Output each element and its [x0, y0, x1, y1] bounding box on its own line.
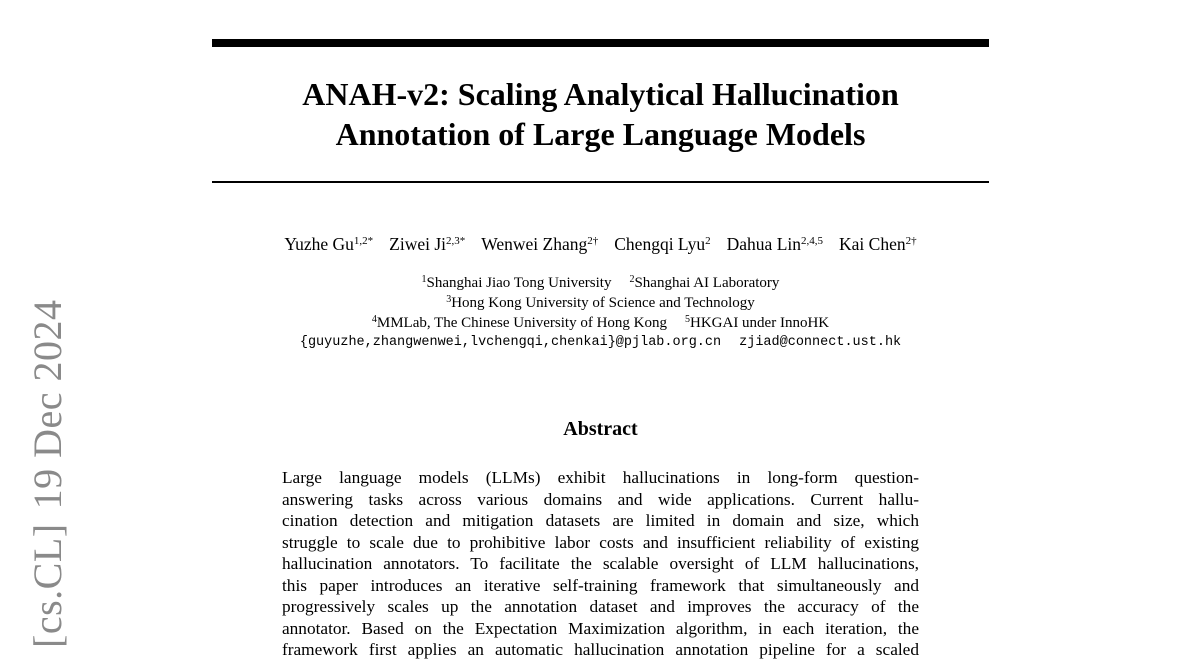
title-line-2: Annotation of Large Language Models	[335, 116, 866, 152]
affiliation-mmlab: MMLab, The Chinese University of Hong Kong	[376, 315, 667, 331]
abstract-line: framework first applies an automatic hallucination annotation pipeline for a scaled	[282, 640, 919, 659]
abstract-body	[282, 467, 919, 661]
author: Wenwei Zhang$^{2\dagger}$	[481, 234, 599, 254]
abstract-heading: Abstract	[563, 418, 638, 440]
email-ust: zjiad@connect.ust.hk	[739, 335, 902, 350]
author: Chengqi Lyu$^2$	[614, 234, 711, 254]
abstract-line: cination detection and mitigation datasets are limited in domain and size, which	[282, 511, 919, 530]
paper-title	[212, 74, 989, 154]
author-emails	[212, 334, 989, 352]
title-bottom-rule	[212, 181, 989, 183]
author: Yuzhe $Gu^{1,2*}$	[284, 234, 374, 254]
abstract-line: struggle to scale due to prohibitive labor costs and insufficient reliability of existing	[282, 532, 919, 552]
arxiv-side-stamp	[25, 299, 70, 648]
author: Ziwei $Ji^{2,3*}$	[389, 234, 466, 254]
arxiv-category: [cs.CL]	[25, 523, 70, 648]
author: Kai Chen$^{2\dagger}$	[839, 234, 917, 254]
abstract-line: this paper introduces an iterative self-training framework that simultaneously and	[282, 575, 919, 595]
affiliation-line-1: $^1$Shanghai Jiao Tong University $^2$Shanghai AI Laboratory	[421, 274, 780, 291]
abstract-line: progressively scales up the annotation dataset and improves the accuracy of the	[282, 597, 919, 616]
author: Dahua Lin$^{2,4,5}$	[726, 234, 824, 254]
email-pjlab: {guyuzhe,zhangwenwei,lvchengqi,chenkai}@pjlab.org.cn	[299, 335, 722, 350]
affiliations	[212, 273, 989, 333]
affiliation-hkust: Hong Kong University of Science and Technology	[451, 295, 755, 311]
abstract-line: Large language models (LLMs) exhibit hallucinations in long-form question-	[282, 468, 919, 487]
abstract-line: hallucination annotators. To facilitate the scalable oversight of LLM hallucinations,	[282, 554, 919, 573]
author-list	[212, 232, 989, 256]
abstract-line: annotator. Based on the Expectation Maximization algorithm, in each iteration, the	[282, 618, 919, 638]
affiliation-shanghai-ai-lab: Shanghai AI Laboratory	[634, 275, 780, 291]
affiliation-sjtu: Shanghai Jiao Tong University	[426, 275, 612, 291]
abstract-line: answering tasks across various domains and wide applications. Current hallu-	[282, 489, 919, 509]
affiliation-line-3: $^4$MMLab, The Chinese University of Hong Kong $^5$HKGAI under InnoHK	[371, 314, 830, 331]
affiliation-hkgai: HKGAI under InnoHK	[689, 315, 830, 331]
affiliation-line-2: $^3$Hong Kong University of Science and Technology	[446, 294, 755, 311]
arxiv-date: 19 Dec 2024	[25, 299, 70, 510]
title-line-1: ANAH-v2: Scaling Analytical Hallucination	[302, 76, 899, 112]
title-top-rule	[212, 39, 989, 47]
